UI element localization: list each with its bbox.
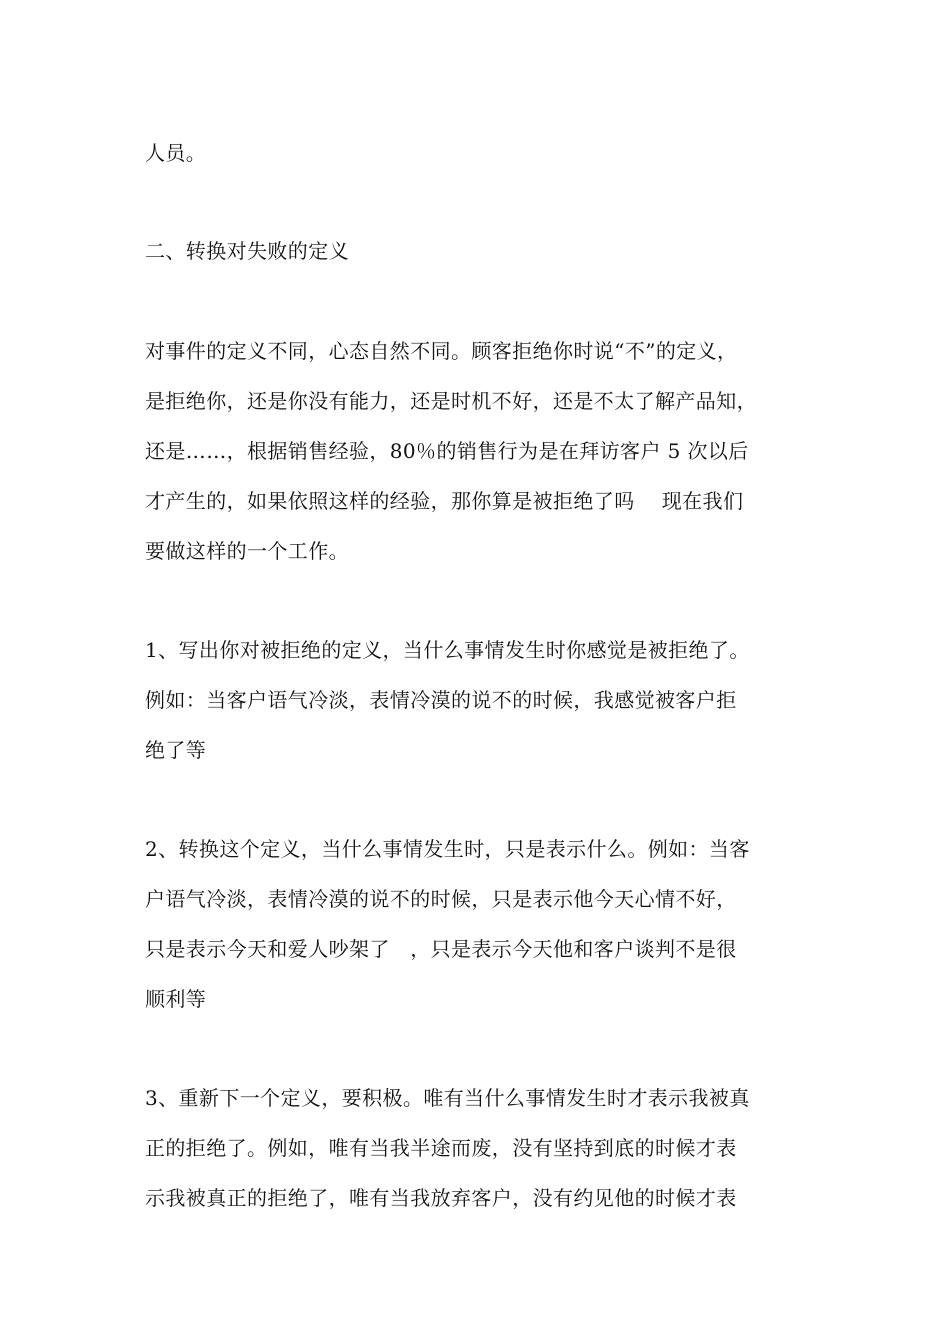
text-line: 还是……，根据销售经验，80％的销售行为是在拜访客户 5 次以后 bbox=[145, 439, 749, 463]
text-line: 要做这样的一个工作。 bbox=[145, 539, 349, 563]
text-line: 人员。 bbox=[145, 141, 207, 165]
text-line: 正的拒绝了。例如，唯有当我半途而废，没有坚持到底的时候才表 bbox=[145, 1136, 737, 1160]
text-line: 示我被真正的拒绝了，唯有当我放弃客户，没有约见他的时候才表 bbox=[145, 1186, 737, 1210]
text-line: 只是表示今天和爱人吵架了 ，只是表示今天他和客户谈判不是很 bbox=[145, 937, 737, 961]
list-item-line: 1、写出你对被拒绝的定义，当什么事情发生时你感觉是被拒绝了。 bbox=[145, 638, 750, 662]
text-line: 顺利等 bbox=[145, 987, 207, 1011]
text-line: 户语气冷淡，表情冷漠的说不的时候，只是表示他今天心情不好， bbox=[145, 887, 737, 911]
text-line: 是拒绝你，还是你没有能力，还是时机不好，还是不太了解产品知， bbox=[145, 389, 757, 413]
text-line: 例如：当客户语气冷淡，表情冷漠的说不的时候，我感觉被客户拒 bbox=[145, 688, 737, 712]
text-line: 对事件的定义不同，心态自然不同。顾客拒绝你时说“不”的定义， bbox=[145, 339, 738, 363]
text-line: 绝了等 bbox=[145, 738, 207, 762]
section-heading: 二、转换对失败的定义 bbox=[145, 239, 349, 263]
text-line: 才产生的，如果依照这样的经验，那你算是被拒绝了吗 现在我们 bbox=[145, 489, 744, 513]
list-item-line: 3、重新下一个定义，要积极。唯有当什么事情发生时才表示我被真 bbox=[145, 1086, 750, 1110]
list-item-line: 2、转换这个定义，当什么事情发生时，只是表示什么。例如：当客 bbox=[145, 837, 750, 861]
